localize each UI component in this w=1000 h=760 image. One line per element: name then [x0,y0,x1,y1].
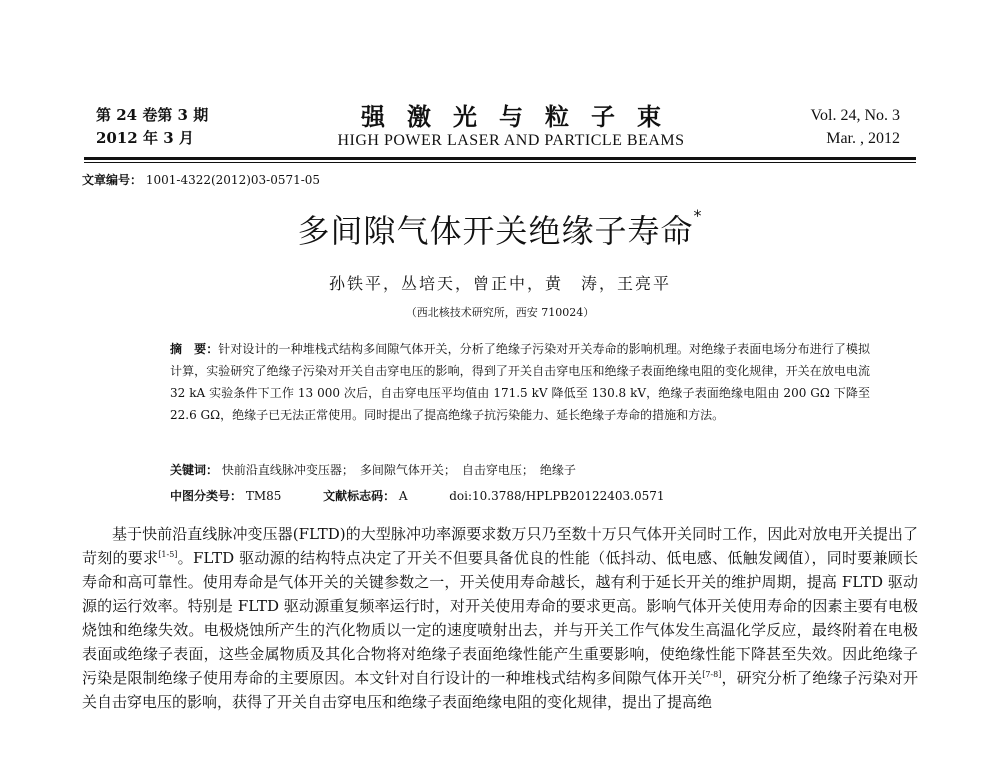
keywords-text: 快前沿直线脉冲变压器； 多间隙气体开关； 自击穿电压； 绝缘子 [221,463,576,477]
journal-header [0,104,1000,154]
cls-label: 中图分类号： [170,489,243,503]
classification-line [170,487,665,504]
abstract-text: 针对设计的一种堆栈式结构多间隙气体开关，分析了绝缘子污染对开关寿命的影响机理。对绝缘子表面电场分布进行了模拟计算，实验研究了绝缘子污染对开关自击穿电压的影响，得到了开关自击穿电压和绝缘子表面绝缘电阻的变化规律，开关在放电电流 32 kA 实验条件下工作 13 000 次后，自击穿电压平均值由 171.5 kV 降低至 130.8 kV，绝缘子表面绝缘电阻由 200 GΩ 下降至 22.6 GΩ，绝缘子已无法正常使用。同时提出了提高绝缘子抗污染能力、延长绝缘子寿命的措施和方法。 [170,342,870,422]
volume-issue-en: Vol. 24, No. 3 Mar. , 2012 [810,107,900,147]
keywords-label: 关键词： [170,463,219,477]
authors: 孙铁平，丛培天，曾正中，黄 涛，王亮平 [328,274,671,293]
header-rule-thick [84,157,916,160]
title-footnote-mark: * [693,206,703,225]
journal-title-en: HIGH POWER LASER AND PARTICLE BEAMS [337,132,685,149]
journal-title-cn: 强激光与粒子束 [361,102,683,131]
body-paragraph: 基于快前沿直线脉冲变压器(FLTD)的大型脉冲功率源要求数万只乃至数十万只气体开关同时工作，因此对放电开关提出了苛刻的要求[1-5]。FLTD 驱动源的结构特点决定了开关不但要具备优良的性能（低抖动、低电感、低触发阈值），同时要兼顾长寿命和高可靠性。使用寿命是气体开关的关键参数之一，开关使用寿命越长，越有利于延长开关的维护周期，提高 FLTD 驱动源的运行效率。特别是 FLTD 驱动源重复频率运行时，对开关使用寿命的要求更高。影响气体开关使用寿命的因素主要有电极烧蚀和绝缘失效。电极烧蚀所产生的汽化物质以一定的速度喷射出去，并与开关工作气体发生高温化学反应，最终附着在电极表面或绝缘子表面，这些金属物质及其化合物将对绝缘子表面绝缘性能产生重要影响，使绝缘性能下降甚至失效。因此绝缘子污染是限制绝缘子使用寿命的主要原因。本文针对自行设计的一种堆栈式结构多间隙气体开关[7-8]，研究分析了绝缘子污染对开关自击穿电压的影响，获得了开关自击穿电压和绝缘子表面绝缘电阻的变化规律，提出了提高绝 [82,525,918,711]
affiliation: （西北核技术研究所，西安 710024） [405,306,595,319]
keywords [170,461,576,478]
abstract [170,338,870,426]
paper-title: 多间隙气体开关绝缘子寿命* [297,206,703,250]
citation-ref: [7-8] [702,670,722,679]
journal-name [296,104,726,152]
header-rule-thin [84,162,916,163]
cls-value: TM85 [245,489,282,503]
citation-ref: [1-5] [158,550,178,559]
volume-issue-cn: 第 24 卷第 3 期 2012 年 3 月 [96,106,209,147]
doi: doi:10.3788/HPLPB20122403.0571 [449,489,665,503]
doc-code-label: 文献标志码： [323,489,396,503]
article-number: 文章编号： 1001-4322(2012)03-0571-05 [82,173,321,187]
doc-code-value: A [398,489,408,503]
abstract-label: 摘 要： [170,342,219,356]
